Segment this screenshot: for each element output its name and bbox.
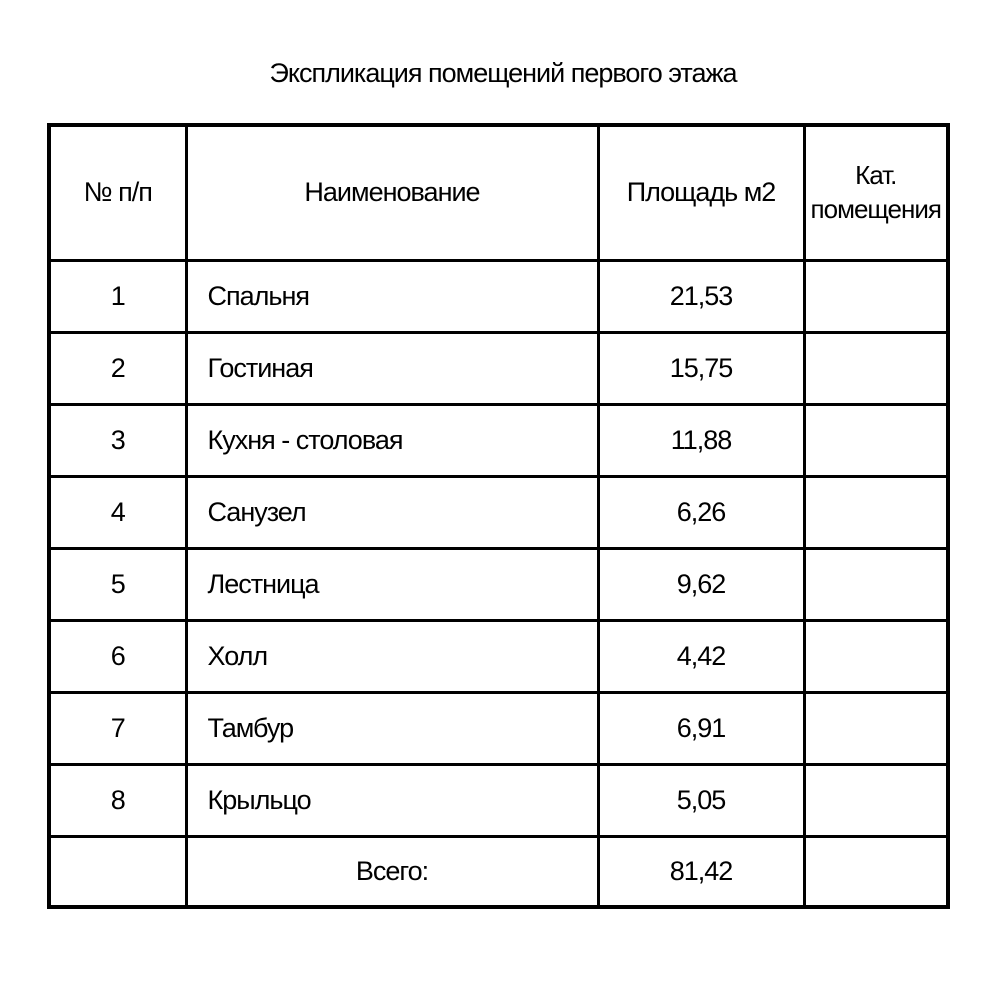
column-header-number: № п/п: [49, 125, 186, 260]
explication-table: [47, 123, 950, 909]
column-header-name: Наименование: [186, 125, 598, 260]
header-row: [49, 125, 948, 260]
total-empty-number-cell: [49, 836, 186, 907]
table-row: [49, 620, 948, 692]
category-cell: [804, 404, 948, 476]
row-number-cell: 3: [49, 404, 186, 476]
table-row: [49, 692, 948, 764]
category-cell: [804, 332, 948, 404]
table-row: [49, 548, 948, 620]
room-name-cell: Санузел: [186, 476, 598, 548]
area-value-cell: 21,53: [598, 260, 804, 332]
row-number-cell: 6: [49, 620, 186, 692]
page-title: Экспликация помещений первого этажа: [269, 58, 737, 88]
category-cell: [804, 548, 948, 620]
total-label-cell: Всего:: [186, 836, 598, 907]
area-value-cell: 15,75: [598, 332, 804, 404]
table-row: [49, 260, 948, 332]
room-name-cell: Тамбур: [186, 692, 598, 764]
area-value-cell: 9,62: [598, 548, 804, 620]
area-value-cell: 11,88: [598, 404, 804, 476]
category-cell: [804, 692, 948, 764]
row-number-cell: 1: [49, 260, 186, 332]
room-name-cell: Холл: [186, 620, 598, 692]
category-cell: [804, 620, 948, 692]
total-category-cell: [804, 836, 948, 907]
area-value-cell: 5,05: [598, 764, 804, 836]
column-header-category: Кат. помещения: [804, 125, 948, 260]
room-name-cell: Крыльцо: [186, 764, 598, 836]
total-area-cell: 81,42: [598, 836, 804, 907]
total-row: [49, 836, 948, 907]
room-name-cell: Лестница: [186, 548, 598, 620]
category-cell: [804, 260, 948, 332]
room-name-cell: Кухня - столовая: [186, 404, 598, 476]
row-number-cell: 5: [49, 548, 186, 620]
row-number-cell: 8: [49, 764, 186, 836]
row-number-cell: 4: [49, 476, 186, 548]
table-row: [49, 332, 948, 404]
table-row: [49, 404, 948, 476]
row-number-cell: 7: [49, 692, 186, 764]
row-number-cell: 2: [49, 332, 186, 404]
room-name-cell: Гостиная: [186, 332, 598, 404]
area-value-cell: 6,91: [598, 692, 804, 764]
column-header-area: Площадь м2: [598, 125, 804, 260]
area-value-cell: 4,42: [598, 620, 804, 692]
table-row: [49, 476, 948, 548]
area-value-cell: 6,26: [598, 476, 804, 548]
room-name-cell: Спальня: [186, 260, 598, 332]
category-cell: [804, 764, 948, 836]
table-row: [49, 764, 948, 836]
category-cell: [804, 476, 948, 548]
